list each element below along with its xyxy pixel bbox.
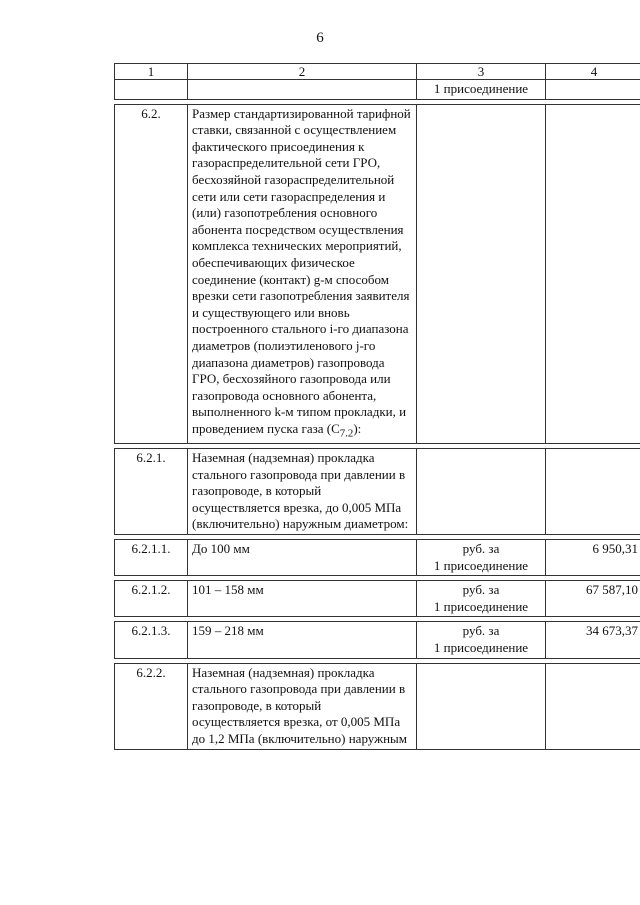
symbol-subscript: 7.2 <box>339 427 354 440</box>
header-col-4: 4 <box>546 64 640 80</box>
row-value: 6 950,31 <box>546 540 640 576</box>
row-value <box>546 449 640 535</box>
header-col-2: 2 <box>188 64 417 80</box>
row-description <box>188 104 417 443</box>
row-code <box>115 80 188 100</box>
row-description: 159 – 218 мм <box>188 622 417 658</box>
row-unit <box>417 581 546 617</box>
table-row <box>115 663 640 749</box>
table-row <box>115 622 640 658</box>
row-value: 34 673,37 <box>546 622 640 658</box>
row-value: 67 587,10 <box>546 581 640 617</box>
row-unit <box>417 449 546 535</box>
row-code: 6.2.2. <box>115 663 188 749</box>
tariff-table <box>114 63 640 750</box>
unit-line: 1 присоединение <box>433 598 529 614</box>
row-code: 6.2.1.2. <box>115 581 188 617</box>
unit-line: 1 присоединение <box>433 81 529 96</box>
unit-line: руб. за <box>462 582 500 598</box>
header-col-1: 1 <box>115 64 188 80</box>
row-value <box>546 663 640 749</box>
row-description-text: Размер стандартизированной тарифной ставки, связанной с осуществлением фактического присоединения к газораспределительной сети ГРО, бесхозяйной газораспределительной сети или сети газораспределения и (или) газопотребления основного абонента посредством осуществления комплекса технических мероприятий, обеспечивающих физическое соединение (контакт) g-м способом врезки сети газопотребления заявителя и существующего или вновь построенного стального i-го диапазона диаметров (полиэтиленового j-го диапазона диаметров) газопровода ГРО, бесхозяйного газопровода или газопровода основного абонента, выполненного k-м типом прокладки, и проведением пуска газа (С <box>192 105 411 436</box>
row-code: 6.2. <box>115 104 188 443</box>
row-value <box>546 80 640 100</box>
row-unit <box>417 104 546 443</box>
unit-line: 1 присоединение <box>433 640 529 655</box>
unit-line: руб. за <box>462 541 500 557</box>
row-unit <box>417 80 546 100</box>
row-unit <box>417 663 546 749</box>
row-description: Наземная (надземная) прокладка стального газопровода при давлении в газопроводе, в который осуществляется врезка, до 0,005 МПа (включительно) наружным диаметром: <box>188 449 417 535</box>
row-code: 6.2.1.1. <box>115 540 188 576</box>
table-header-row <box>115 64 640 80</box>
row-code: 6.2.1.3. <box>115 622 188 658</box>
row-description: 101 – 158 мм <box>188 581 417 617</box>
symbol-close: ): <box>353 420 362 436</box>
row-value <box>546 104 640 443</box>
table-row <box>115 104 640 443</box>
header-col-3: 3 <box>417 64 546 80</box>
table-row <box>115 80 640 100</box>
table-row <box>115 449 640 535</box>
table-row <box>115 540 640 576</box>
page-number: 6 <box>316 30 324 46</box>
row-code: 6.2.1. <box>115 449 188 535</box>
row-description <box>188 80 417 100</box>
row-description: Наземная (надземная) прокладка стального газопровода при давлении в газопроводе, в который осуществляется врезка, от 0,005 МПа до 1,2 МПа (включительно) наружным <box>188 663 417 749</box>
table-row <box>115 581 640 617</box>
row-description: До 100 мм <box>188 540 417 576</box>
unit-line: 1 присоединение <box>433 557 529 573</box>
row-unit <box>417 540 546 576</box>
row-unit <box>417 622 546 658</box>
unit-line: руб. за <box>462 623 500 639</box>
